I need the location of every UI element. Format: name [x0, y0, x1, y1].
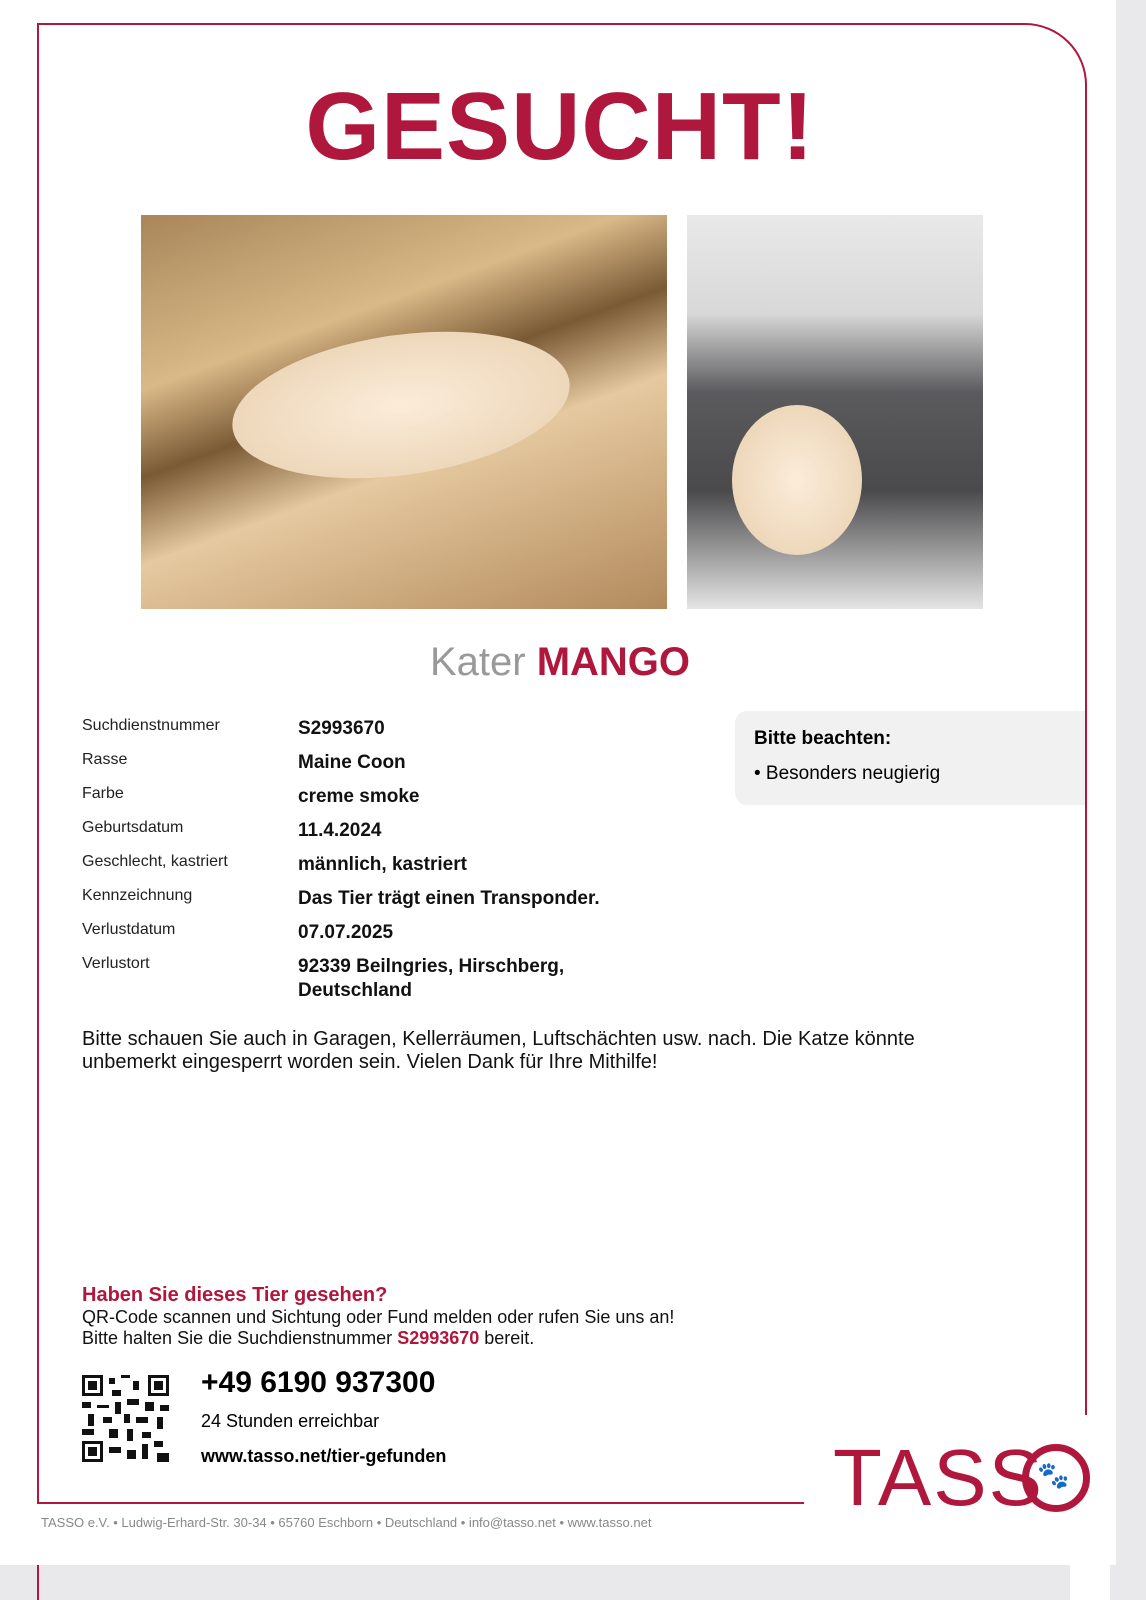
detail-value: männlich, kastriert [298, 854, 467, 875]
note-heading: Bitte beachten: [754, 728, 892, 749]
detail-label: Suchdienstnummer [82, 717, 220, 734]
qr-code-icon[interactable] [82, 1375, 169, 1462]
cat-photo-seat [687, 215, 983, 609]
detail-label: Verlustdatum [82, 921, 176, 938]
detail-value: 11.4.2024 [298, 820, 382, 841]
instructions-text: Bitte schauen Sie auch in Garagen, Kellerräumen, Luftschächten usw. nach. Die Katze könnte unbemerkt eingesperrt worden sein. Vielen Dank für Ihre Mithilfe! [82, 1028, 915, 1073]
detail-label: Geburtsdatum [82, 819, 184, 836]
detail-value: Das Tier trägt einen Transponder. [298, 888, 600, 909]
animal-name-value: MANGO [536, 640, 691, 684]
hours-text: 24 Stunden erreichbar [201, 1411, 380, 1431]
detail-label: Verlustort [82, 955, 150, 972]
search-id: S2993670 [397, 1328, 480, 1348]
detail-value: creme smoke [298, 786, 420, 807]
found-url-link[interactable]: www.tasso.net/tier-gefunden [201, 1446, 447, 1466]
footer-address: TASSO e.V. • Ludwig-Erhard-Str. 30-34 • 65760 Eschborn • Deutschland • info@tasso.net • www.tasso.net [41, 1515, 652, 1530]
phone-number[interactable]: +49 6190 937300 [201, 1366, 436, 1399]
detail-value: 07.07.2025 [298, 922, 394, 943]
detail-value: 92339 Beilngries, Hirschberg, Deutschland [298, 956, 565, 1001]
page-title: GESUCHT! [305, 73, 815, 180]
detail-label: Geschlecht, kastriert [82, 853, 228, 870]
detail-label: Rasse [82, 751, 128, 768]
note-item: • Besonders neugierig [754, 763, 941, 784]
detail-label: Farbe [82, 785, 124, 802]
cat-photo-floor [141, 215, 667, 609]
contact-line [82, 1328, 534, 1349]
detail-value: Maine Coon [298, 752, 406, 773]
contact-heading: Haben Sie dieses Tier gesehen? [82, 1284, 388, 1306]
detail-value: S2993670 [298, 718, 385, 739]
tasso-logo: TASS [833, 1433, 1045, 1522]
note-box [735, 711, 1085, 805]
paw-icon: 🐾 [1037, 1460, 1070, 1490]
contact-line-text: Bitte halten Sie die Suchdienstnummer [82, 1328, 398, 1348]
contact-line: QR-Code scannen und Sichtung oder Fund melden oder rufen Sie uns an! [82, 1307, 675, 1327]
animal-type: Kater [429, 640, 526, 684]
animal-name [0, 640, 1120, 685]
detail-label: Kennzeichnung [82, 887, 193, 904]
contact-line-text: bereit. [479, 1328, 535, 1348]
frame-bottom-line [37, 1502, 804, 1504]
